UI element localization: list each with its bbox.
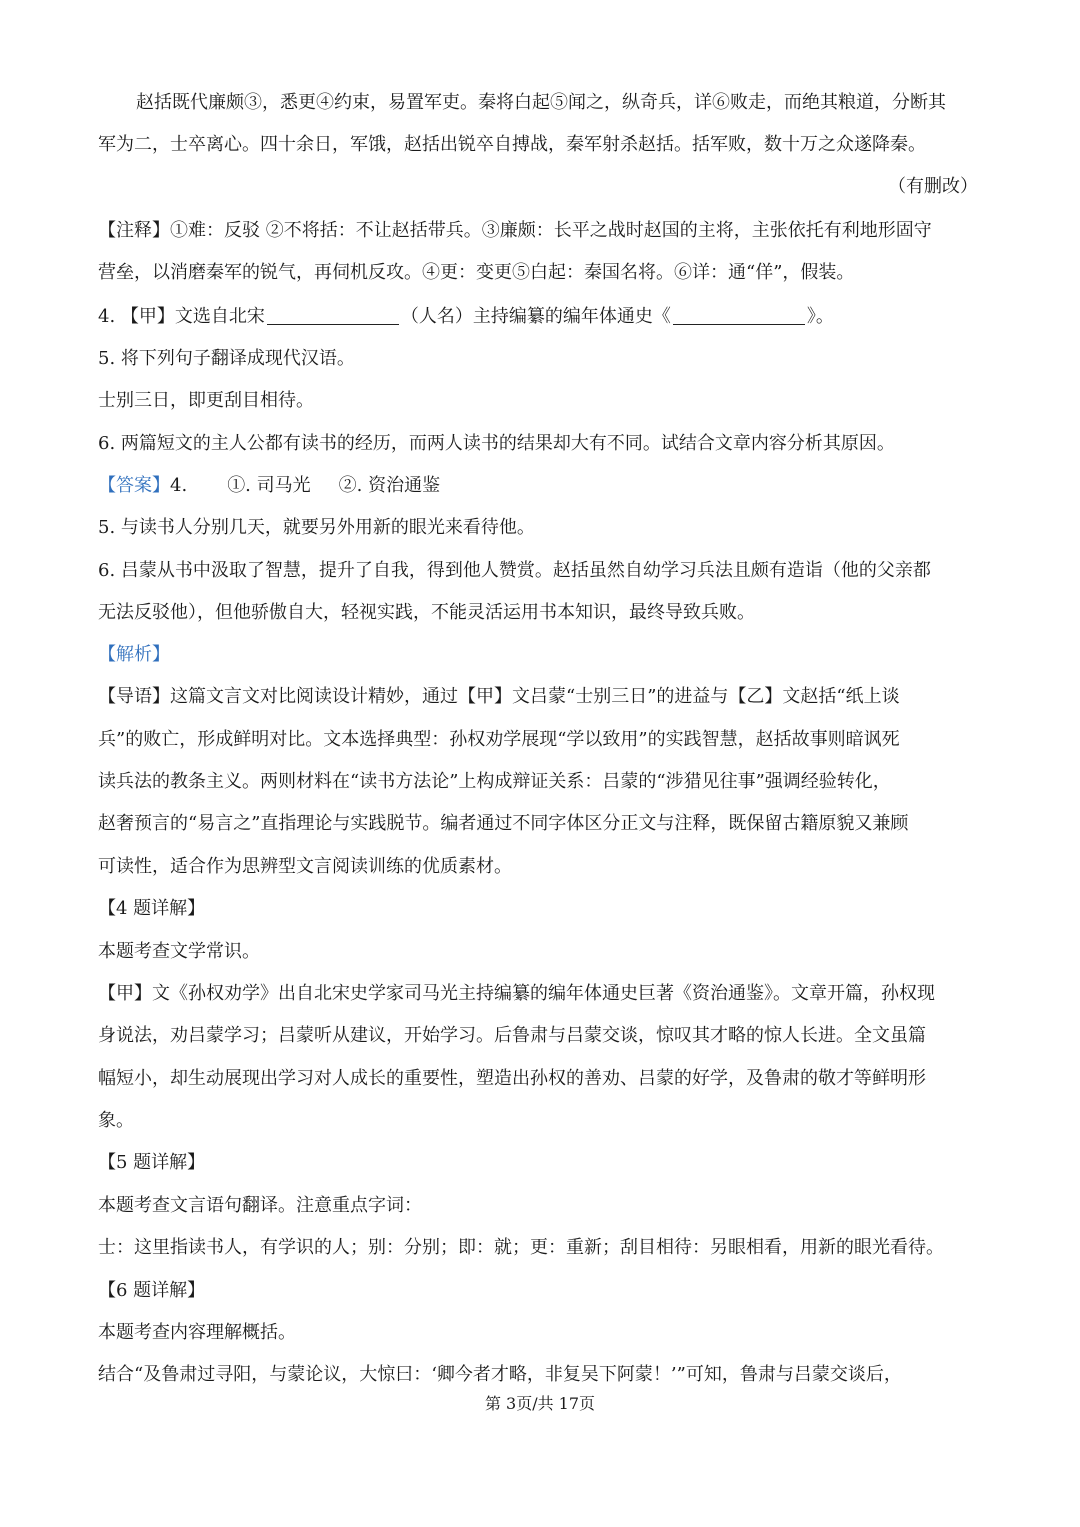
detail-6-line: 结合“及鲁肃过寻阳，与蒙论议，大惊曰：‘卿今者才略，非复吴下阿蒙！’”可知，鲁肃与吕蒙交谈后，: [98, 1364, 902, 1385]
intro-line: 【导语】这篇文言文对比阅读设计精妙，通过【甲】文吕蒙“士别三日”的进益与【乙】文赵括“纸上谈: [98, 686, 900, 707]
section-title-6: 【6 题详解】: [98, 1280, 206, 1301]
answer-tag: 【答案】: [98, 475, 170, 496]
intro-line: 赵奢预言的“易言之”直指理论与实践脱节。编者通过不同字体区分正文与注释，既保留古籍原貌又兼顾: [98, 813, 909, 834]
question-6: 6. 两篇短文的主人公都有读书的经历，而两人读书的结果却大有不同。试结合文章内容分析其原因。: [98, 433, 895, 454]
passage-source: （有删改）: [888, 176, 978, 197]
detail-5-line: 士：这里指读书人，有学识的人；别：分别；即：就；更：重新；刮目相待：另眼相看，用新的眼光看待。: [98, 1237, 944, 1258]
answer-blank: [673, 306, 805, 325]
passage-line: 军为二，士卒离心。四十余日，军饿，赵括出锐卒自搏战，秦军射杀赵括。括军败，数十万之众遂降秦。: [98, 134, 926, 155]
detail-4-line: 身说法，劝吕蒙学习；吕蒙听从建议，开始学习。后鲁肃与吕蒙交谈，惊叹其才略的惊人长进。全文虽篇: [98, 1025, 926, 1046]
intro-line: 可读性，适合作为思辨型文言阅读训练的优质素材。: [98, 856, 512, 877]
passage-line: 赵括既代廉颇③，悉更④约束，易置军吏。秦将白起⑤闻之，纵奇兵，详⑥败走，而绝其粮道，分断其: [136, 92, 946, 113]
section-title-5: 【5 题详解】: [98, 1152, 206, 1173]
question-5-sentence: 士别三日，即更刮目相待。: [98, 390, 314, 411]
detail-4-line: 【甲】文《孙权劝学》出自北宋史学家司马光主持编纂的编年体通史巨著《资治通鉴》。文章开篇，孙权现: [98, 983, 935, 1004]
intro-line: 兵”的败亡，形成鲜明对比。文本选择典型：孙权劝学展现“学以致用”的实践智慧，赵括故事则暗讽死: [98, 729, 900, 750]
section-kind-5: 本题考查文言语句翻译。注意重点字词：: [98, 1195, 422, 1216]
question-5: 5. 将下列句子翻译成现代汉语。: [98, 348, 355, 369]
notes-line: 营垒，以消磨秦军的锐气，再伺机反攻。④更：变更⑤白起：秦国名将。⑥详：通“佯”，假装。: [98, 262, 855, 283]
detail-4-line: 象。: [98, 1110, 134, 1131]
answer-blank: [267, 306, 399, 325]
question-4: 4. 【甲】文选自北宋 （人名）主持编纂的编年体通史《 》。: [98, 306, 834, 327]
answer-4: 【答案】4. ①. 司马光 ②. 资治通鉴: [98, 475, 441, 496]
answer-5: 5. 与读书人分别几天，就要另外用新的眼光来看待他。: [98, 517, 535, 538]
intro-line: 读兵法的教条主义。两则材料在“读书方法论”上构成辩证关系：吕蒙的“涉猎见往事”强调经验转化，: [98, 771, 891, 792]
answer-6-line: 6. 吕蒙从书中汲取了智慧，提升了自我，得到他人赞赏。赵括虽然自幼学习兵法且颇有造诣（他的父亲都: [98, 560, 931, 581]
section-title-4: 【4 题详解】: [98, 898, 206, 919]
section-kind-4: 本题考查文学常识。: [98, 941, 260, 962]
notes-line: 【注释】①难：反驳 ②不将括：不让赵括带兵。③廉颇：长平之战时赵国的主将，主张依托有利地形固守: [98, 220, 932, 241]
detail-4-line: 幅短小，却生动展现出学习对人成长的重要性，塑造出孙权的善劝、吕蒙的好学，及鲁肃的敬才等鲜明形: [98, 1068, 926, 1089]
answer-6-line: 无法反驳他），但他骄傲自大，轻视实践，不能灵活运用书本知识，最终导致兵败。: [98, 602, 755, 623]
analysis-tag: 【解析】: [98, 644, 170, 665]
section-kind-6: 本题考查内容理解概括。: [98, 1322, 296, 1343]
page-number: 第 3页/共 17页: [484, 1394, 596, 1413]
